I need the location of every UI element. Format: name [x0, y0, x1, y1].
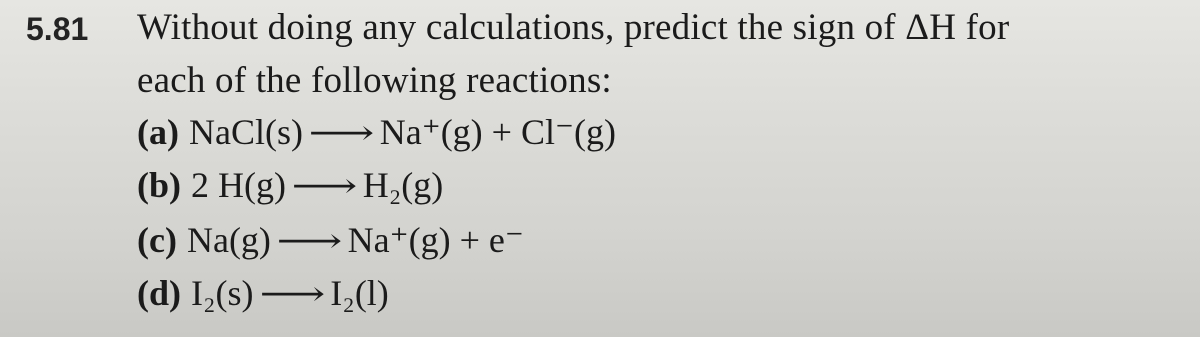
reaction-arrow-icon: ⟶ [259, 276, 325, 313]
reaction-products: I₂(l) [330, 273, 389, 313]
reaction-d [137, 272, 389, 314]
reaction-label: (d) [137, 273, 181, 313]
reaction-label: (c) [137, 220, 177, 260]
reaction-label: (b) [137, 165, 181, 205]
reaction-a [137, 111, 616, 153]
reaction-reactants: 2 H(g) [191, 165, 286, 205]
problem-number: 5.81 [26, 11, 89, 47]
reaction-c [137, 219, 524, 261]
reaction-products: H₂(g) [362, 165, 444, 205]
reaction-reactants: NaCl(s) [188, 112, 303, 152]
problem-prompt-line-1: Without doing any calculations, predict the sign of ΔH for [137, 7, 1010, 48]
reaction-arrow-icon: ⟶ [291, 168, 358, 205]
reaction-label: (a) [137, 112, 179, 152]
reaction-arrow-icon: ⟶ [276, 223, 343, 260]
reaction-b [137, 164, 443, 206]
reaction-reactants: I₂(s) [191, 273, 254, 313]
problem-prompt-line-2: each of the following reactions: [137, 60, 612, 101]
reaction-products: Na⁺(g) + Cl⁻(g) [379, 112, 616, 152]
reaction-products: Na⁺(g) + e⁻ [347, 220, 524, 260]
reaction-reactants: Na(g) [186, 220, 271, 260]
reaction-arrow-icon: ⟶ [308, 115, 375, 152]
